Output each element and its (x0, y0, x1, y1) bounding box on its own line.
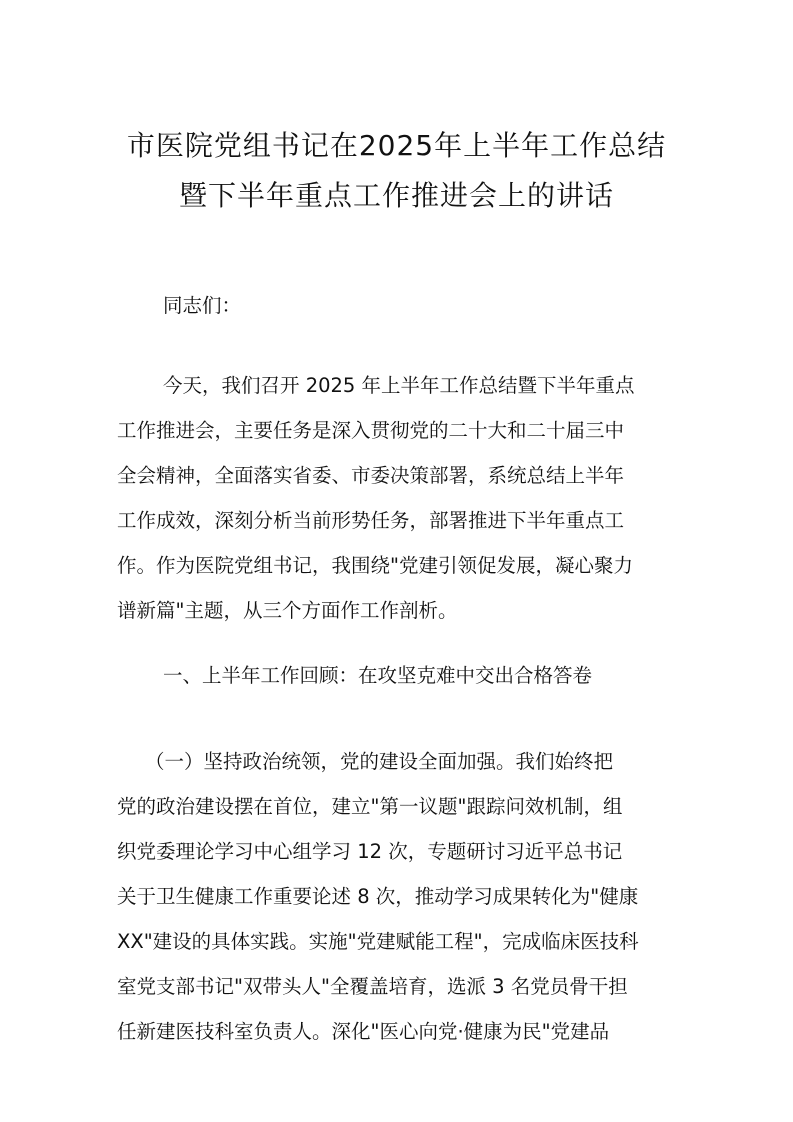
p2-line-4: 关于卫生健康工作重要论述 8 次，推动学习成果转化为"健康 (117, 885, 639, 908)
p2-line-7: 任新建医技科室负责人。深化"医心向党·健康为民"党建品 (117, 1020, 610, 1043)
p1-line-5: 作。作为医院党组书记，我围绕"党建引领促发展，凝心聚力 (117, 554, 633, 577)
p1-line-3: 全会精神，全面落实省委、市委决策部署，系统总结上半年 (117, 464, 625, 487)
p2-line-1: （一）坚持政治统领，党的建设全面加强。我们始终把 (145, 750, 614, 773)
title-line-1: 市医院党组书记在2025年上半年工作总结 (126, 129, 667, 162)
section-heading-1: 一、上半年工作回顾：在攻坚克难中交出合格答卷 (163, 664, 593, 687)
p2-line-6: 室党支部书记"双带头人"全覆盖培育，选派 3 名党员骨干担 (117, 975, 628, 998)
salutation: 同志们： (163, 294, 242, 317)
p2-line-5: XX"建设的具体实践。实施"党建赋能工程"，完成临床医技科 (117, 930, 639, 953)
title-line-2: 暨下半年重点工作推进会上的讲话 (178, 179, 614, 212)
p1-line-1: 今天，我们召开 2025 年上半年工作总结暨下半年重点 (163, 374, 635, 397)
p1-line-4: 工作成效，深刻分析当前形势任务，部署推进下半年重点工 (117, 509, 625, 532)
p2-line-3: 织党委理论学习中心组学习 12 次，专题研讨习近平总书记 (117, 840, 623, 863)
p2-line-2: 党的政治建设摆在首位，建立"第一议题"跟踪问效机制，组 (117, 795, 623, 818)
p1-line-6: 谱新篇"主题，从三个方面作工作剖析。 (117, 599, 458, 622)
p1-line-2: 工作推进会，主要任务是深入贯彻党的二十大和二十届三中 (117, 419, 625, 442)
